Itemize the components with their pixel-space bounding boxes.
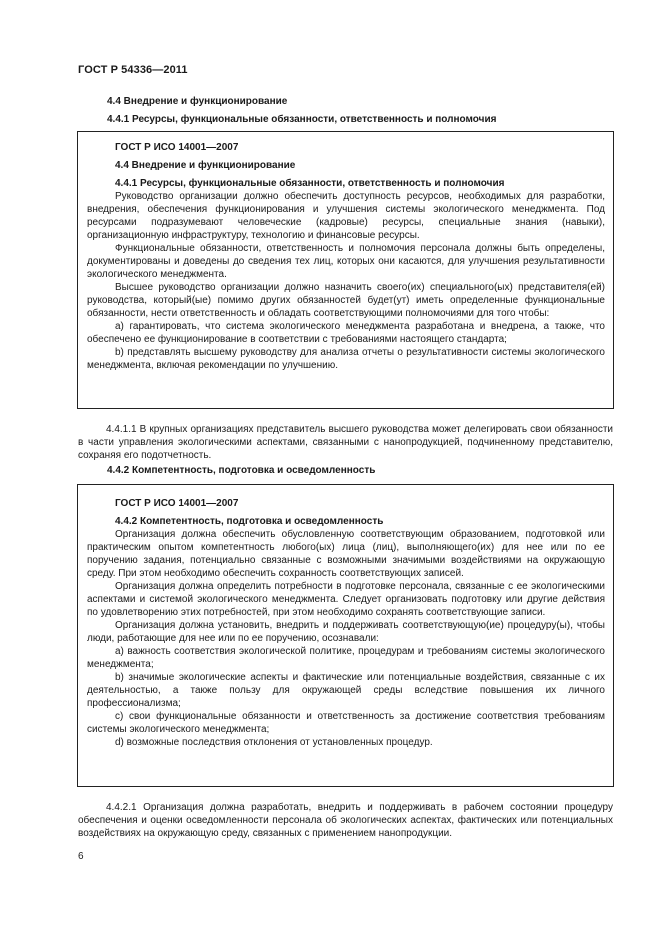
section-4-4-title: 4.4 Внедрение и функционирование: [107, 96, 288, 107]
box2-list-item-a: a) важность соответствия экологической политике, процедурам и требованиям системы экологического менеджмента;: [87, 646, 605, 670]
box2-paragraph: Организация должна определить потребности в подготовке персонала, связанные с ее экологическими аспектами и системой экологического менеджмента. Следует организовать подготовку или другие действия по удовлетворению этих потребностей, при этом необходимо сохранять соответствующие записи.: [87, 581, 605, 618]
box1-paragraph: Функциональные обязанности, ответственность и полномочия персонала должны быть определены, документированы и доведены до сведения тех лиц, которых они касаются, для улучшения результативности экологического менеджмента.: [87, 243, 605, 280]
paragraph-4-4-1-1: 4.4.1.1 В крупных организациях представитель высшего руководства может делегировать свои обязанности в части управления экологическими аспектами, связанными с нанопродукцией, подчиненному представителю, сохраняя его подотчетность.: [78, 424, 613, 461]
box1-heading-4-4-1: 4.4.1 Ресурсы, функциональные обязанности, ответственность и полномочия: [115, 178, 505, 189]
paragraph-4-4-2-1: 4.4.2.1 Организация должна разработать, внедрить и поддерживать в рабочем состоянии процедуру обеспечения и оценки осведомленности персонала об экологических аспектах, фактических или потенциальных воздействиях на окружающую среду, связанных с применением нанопродукции.: [78, 802, 613, 839]
box2-list-item-d: d) возможные последствия отклонения от установленных процедур.: [115, 737, 433, 748]
box1-paragraph: Руководство организации должно обеспечить доступность ресурсов, необходимых для разработки, внедрения, обеспечения функционирования и улучшения системы экологического менеджмента. Под ресурсами подразумевают человеческие (кадровые) ресурсы, специальные знания (навыки), организационную инфраструктуру, технологию и финансовые ресурсы.: [87, 191, 605, 241]
box2-standard-ref: ГОСТ Р ИСО 14001—2007: [115, 498, 239, 509]
page-number: 6: [78, 851, 84, 862]
box2-heading-4-4-2: 4.4.2 Компетентность, подготовка и осведомленность: [115, 516, 384, 527]
standard-quote-box-1: [77, 131, 614, 409]
box2-list-item-c: c) свои функциональные обязанности и ответственность за достижение соответствия требованиям системы экологического менеджмента;: [87, 711, 605, 735]
box1-standard-ref: ГОСТ Р ИСО 14001—2007: [115, 142, 239, 153]
box2-paragraph: Организация должна обеспечить обусловленную соответствующим образованием, подготовкой или практическим опытом компетентность любого(ых) лица (лиц), выполняющего(их) для нее или по ее поручению задания, потенциально связанные с возможными значимыми воздействиями на окружающую среду. При этом необходимо обеспечить сохранность соответствующих записей.: [87, 529, 605, 579]
document-header: ГОСТ Р 54336—2011: [78, 64, 188, 76]
section-4-4-2-title: 4.4.2 Компетентность, подготовка и осведомленность: [107, 465, 376, 476]
box1-list-item-b: b) представлять высшему руководству для анализа отчеты о результативности системы экологического менеджмента, включая рекомендации по улучшению.: [87, 347, 605, 371]
box1-list-item-a: a) гарантировать, что система экологического менеджмента разработана и внедрена, а также, что обеспечено ее функционирование в соответствии с требованиями настоящего стандарта;: [87, 321, 605, 345]
box1-heading-4-4: 4.4 Внедрение и функционирование: [115, 160, 296, 171]
box2-list-item-b: b) значимые экологические аспекты и фактические или потенциальные воздействия, связанные с их деятельностью, а также пользу для окружающей среды вследствие повышения их личного профессионализма;: [87, 672, 605, 709]
box2-paragraph: Организация должна установить, внедрить и поддерживать соответствующую(ие) процедуру(ы), чтобы люди, работающие для нее или по ее поручению, осознавали:: [87, 620, 605, 644]
section-4-4-1-title: 4.4.1 Ресурсы, функциональные обязанности, ответственность и полномочия: [107, 114, 497, 125]
box1-paragraph: Высшее руководство организации должно назначить своего(их) специального(ых) представителя(ей) руководства, который(ые) помимо других обязанностей будет(ут) иметь определенные функциональные обязанности, нести ответственность и обладать соответствующими полномочиями для того чтобы:: [87, 282, 605, 319]
standard-quote-box-2: [77, 484, 614, 787]
